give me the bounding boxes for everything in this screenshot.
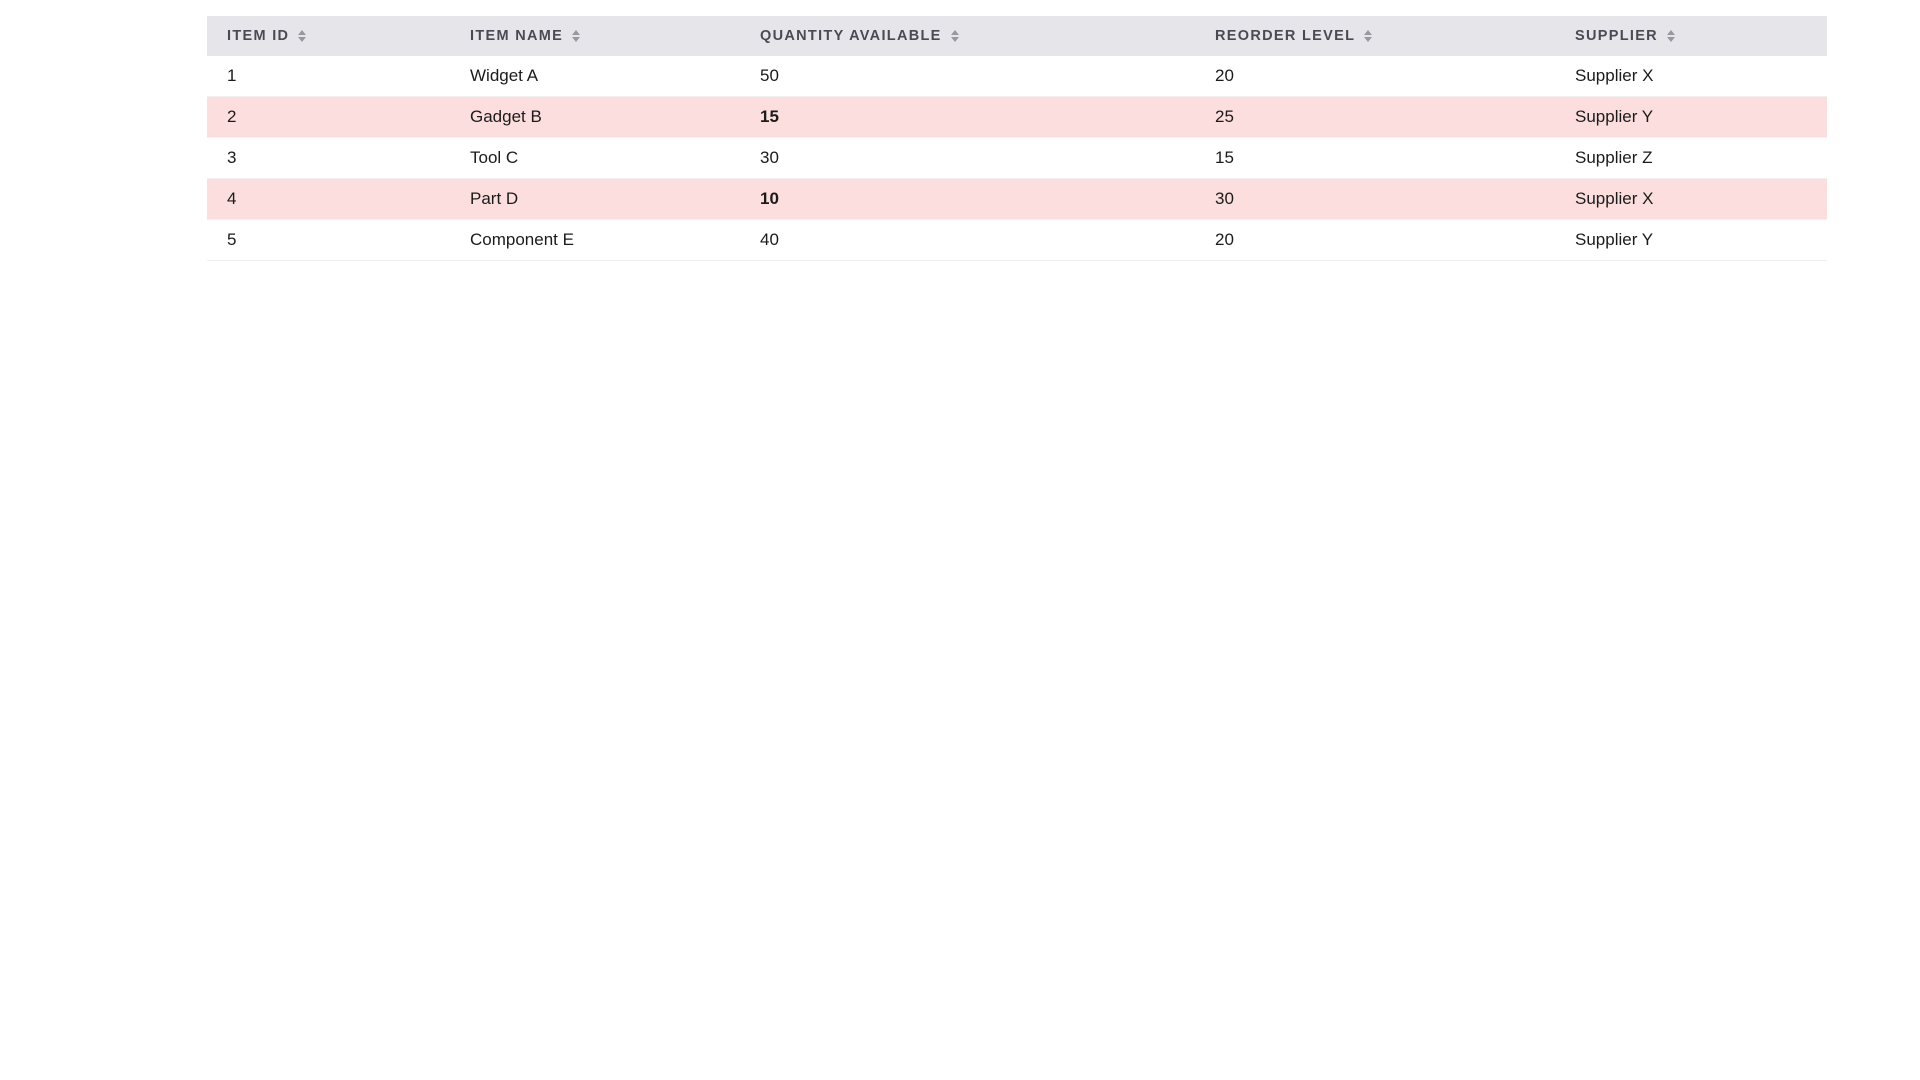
- column-header-reorder-level[interactable]: [1195, 16, 1555, 56]
- column-header-quantity-available-label: QUANTITY AVAILABLE: [760, 28, 942, 44]
- cell-supplier: Supplier Y: [1555, 97, 1827, 138]
- sort-arrows-icon[interactable]: [298, 29, 307, 43]
- column-header-supplier[interactable]: [1555, 16, 1827, 56]
- inventory-table: [207, 16, 1827, 261]
- cell-quantity-available: 30: [740, 138, 1195, 179]
- cell-reorder-level: 15: [1195, 138, 1555, 179]
- column-header-supplier-label: SUPPLIER: [1575, 28, 1658, 44]
- cell-reorder-level: 20: [1195, 220, 1555, 261]
- column-header-item-name-label: ITEM NAME: [470, 28, 564, 44]
- table-row[interactable]: [207, 138, 1827, 179]
- cell-item-name: Tool C: [450, 138, 740, 179]
- table-row[interactable]: [207, 179, 1827, 220]
- cell-reorder-level: 30: [1195, 179, 1555, 220]
- column-header-reorder-level-label: REORDER LEVEL: [1215, 28, 1356, 44]
- cell-reorder-level: 25: [1195, 97, 1555, 138]
- cell-quantity-available: 40: [740, 220, 1195, 261]
- cell-supplier: Supplier Y: [1555, 220, 1827, 261]
- cell-supplier: Supplier X: [1555, 179, 1827, 220]
- table-body: [207, 56, 1827, 261]
- inventory-table-container: [207, 16, 1727, 261]
- table-header-row: [207, 16, 1827, 56]
- cell-item-name: Widget A: [450, 56, 740, 97]
- sort-arrows-icon[interactable]: [951, 29, 960, 43]
- column-header-item-name[interactable]: [450, 16, 740, 56]
- cell-item-name: Component E: [450, 220, 740, 261]
- cell-item-id: 1: [207, 56, 450, 97]
- cell-item-id: 5: [207, 220, 450, 261]
- cell-quantity-available: 15: [740, 97, 1195, 138]
- table-row[interactable]: [207, 220, 1827, 261]
- cell-quantity-available: 50: [740, 56, 1195, 97]
- table-header: [207, 16, 1827, 56]
- sort-arrows-icon[interactable]: [572, 29, 581, 43]
- cell-item-id: 2: [207, 97, 450, 138]
- cell-supplier: Supplier X: [1555, 56, 1827, 97]
- cell-item-name: Part D: [450, 179, 740, 220]
- cell-item-id: 3: [207, 138, 450, 179]
- cell-item-name: Gadget B: [450, 97, 740, 138]
- column-header-item-id[interactable]: [207, 16, 450, 56]
- table-row[interactable]: [207, 56, 1827, 97]
- sort-arrows-icon[interactable]: [1667, 29, 1676, 43]
- sort-arrows-icon[interactable]: [1364, 29, 1373, 43]
- cell-item-id: 4: [207, 179, 450, 220]
- cell-quantity-available: 10: [740, 179, 1195, 220]
- column-header-quantity-available[interactable]: [740, 16, 1195, 56]
- cell-supplier: Supplier Z: [1555, 138, 1827, 179]
- cell-reorder-level: 20: [1195, 56, 1555, 97]
- column-header-item-id-label: ITEM ID: [227, 28, 290, 44]
- table-row[interactable]: [207, 97, 1827, 138]
